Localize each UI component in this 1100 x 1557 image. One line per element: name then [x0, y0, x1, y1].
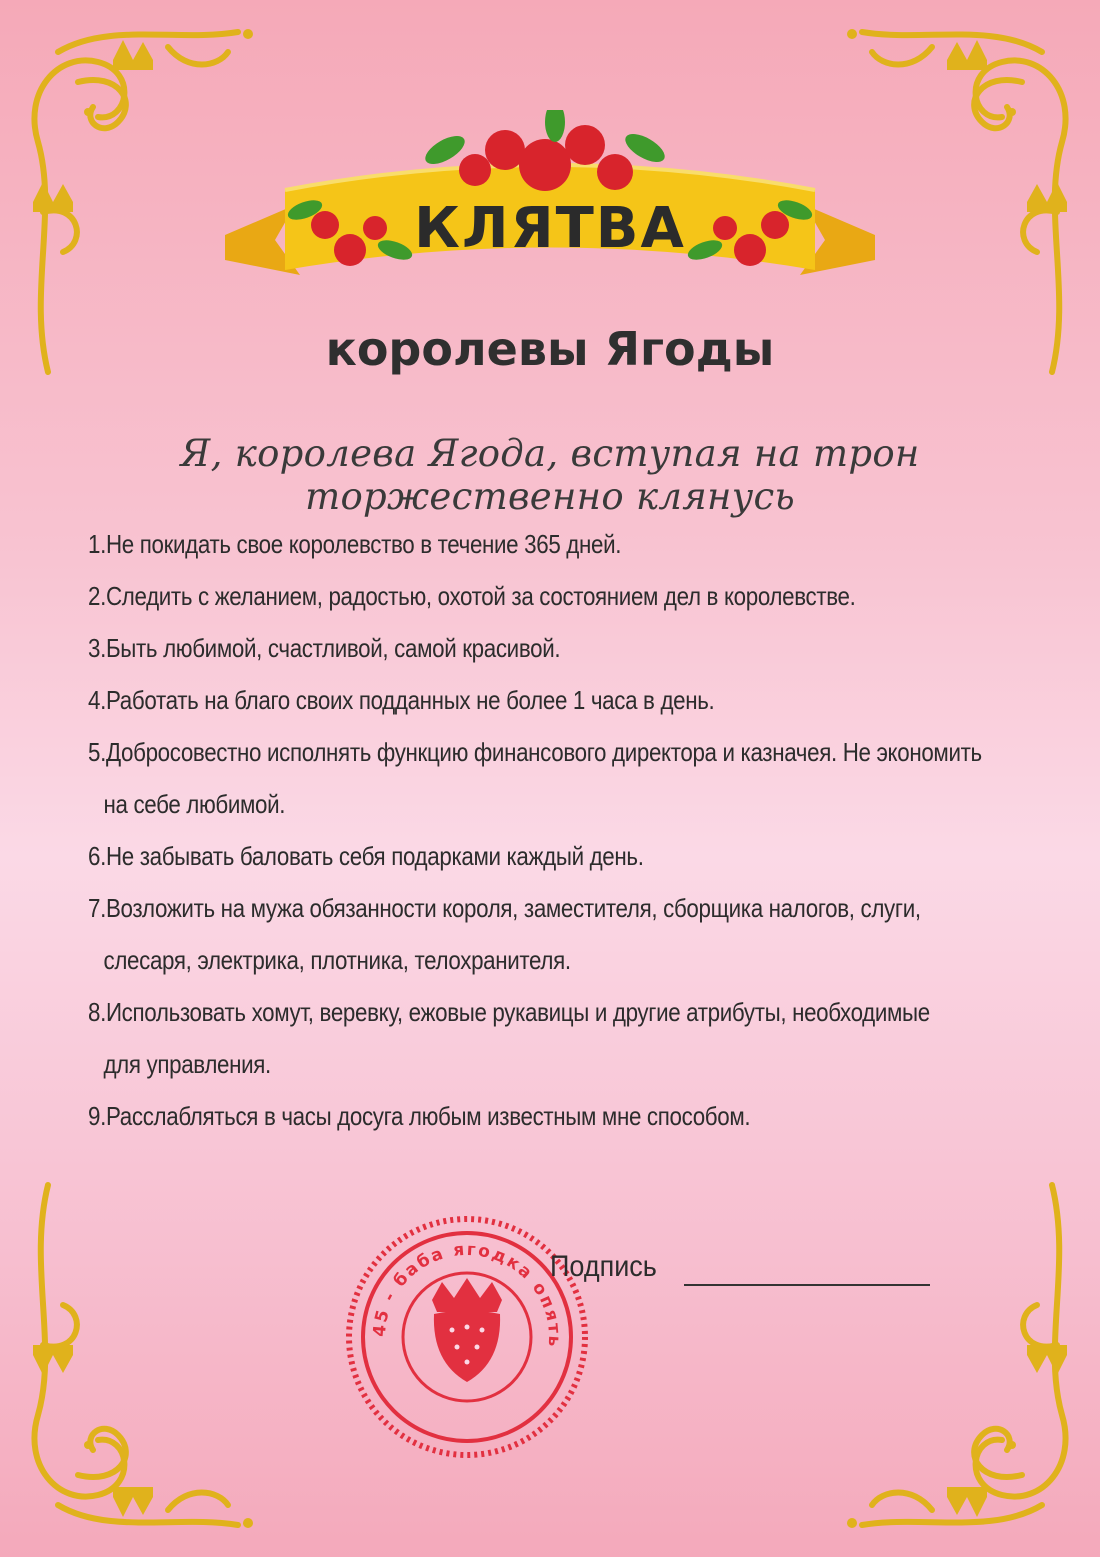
signature-row [550, 1250, 950, 1300]
oath-item: 7.Возложить на мужа обязанности короля, заместителя, сборщика налогов, слуги, слесаря, электрика, плотника, телохранителя. [88, 893, 921, 975]
gold-scroll-corner-bottom-right [822, 1165, 1082, 1545]
oath-item: 1.Не покидать свое королевство в течение 365 дней. [88, 529, 622, 559]
oath-item: 6.Не забывать баловать себя подарками каждый день. [88, 841, 644, 871]
oath-item: 5.Добросовестно исполнять функцию финансового директора и казначея. Не экономить на себе любимой. [88, 737, 982, 819]
signature-label: Подпись [550, 1250, 657, 1283]
oath-item: 8.Использовать хомут, веревку, ежовые рукавицы и другие атрибуты, необходимые для управления. [88, 997, 930, 1079]
gold-scroll-corner-bottom-left [18, 1165, 278, 1545]
signature-line[interactable] [684, 1284, 930, 1286]
oath-title: КЛЯТВА [414, 196, 686, 261]
berry-cluster-top [459, 125, 633, 191]
oath-items-list [88, 518, 1048, 1142]
oath-subtitle: королевы Ягоды [325, 322, 775, 376]
oath-item: 3.Быть любимой, счастливой, самой красивой. [88, 633, 561, 663]
oath-item: 4.Работать на благо своих подданных не более 1 часа в день. [88, 685, 715, 715]
strawberry-crown-icon [432, 1278, 502, 1382]
oath-item: 2.Следить с желанием, радостью, охотой за состоянием дел в королевстве. [88, 581, 856, 611]
stamp-text: 45 - баба ягодка опять [369, 1239, 565, 1349]
oath-item: 9.Расслабляться в часы досуга любым известным мне способом. [88, 1101, 751, 1131]
oath-intro: Я, королева Ягода, вступая на трон торжественно клянусь [180, 432, 920, 518]
